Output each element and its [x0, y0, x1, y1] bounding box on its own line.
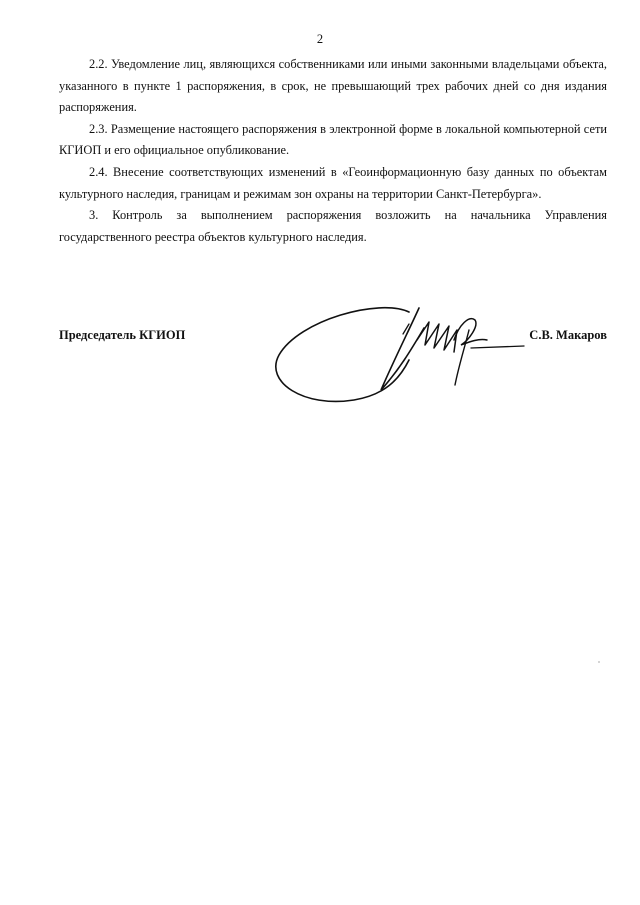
signatory-name: С.В. Макаров	[529, 328, 607, 342]
paragraph-2-3: 2.3. Размещение настоящего распоряжения в электронной форме в локальной компьютерной сети КГИОП и его официальное опубликование.	[59, 121, 607, 158]
handwritten-signature	[259, 300, 529, 415]
scan-speck	[598, 661, 600, 663]
paragraph-2-2: 2.2. Уведомление лиц, являющихся собственниками или иными законными владельцами объекта, указанного в пункте 1 распоряжения, в срок, не превышающий трех рабочих дней со дня издания распоряжения.	[59, 57, 607, 115]
document-body	[59, 54, 607, 248]
signatory-title: Председатель КГИОП	[59, 328, 186, 342]
paragraph-2-4: 2.4. Внесение соответствующих изменений в «Геоинформационную базу данных по объектам культурного наследия, границам и режимам зон охраны на территории Санкт-Петербурга».	[59, 164, 607, 201]
paragraph-3: 3. Контроль за выполнением распоряжения возложить на начальника Управления государственного реестра объектов культурного наследия.	[59, 208, 607, 244]
signature-block	[59, 300, 607, 420]
page-number: 2	[316, 32, 324, 46]
